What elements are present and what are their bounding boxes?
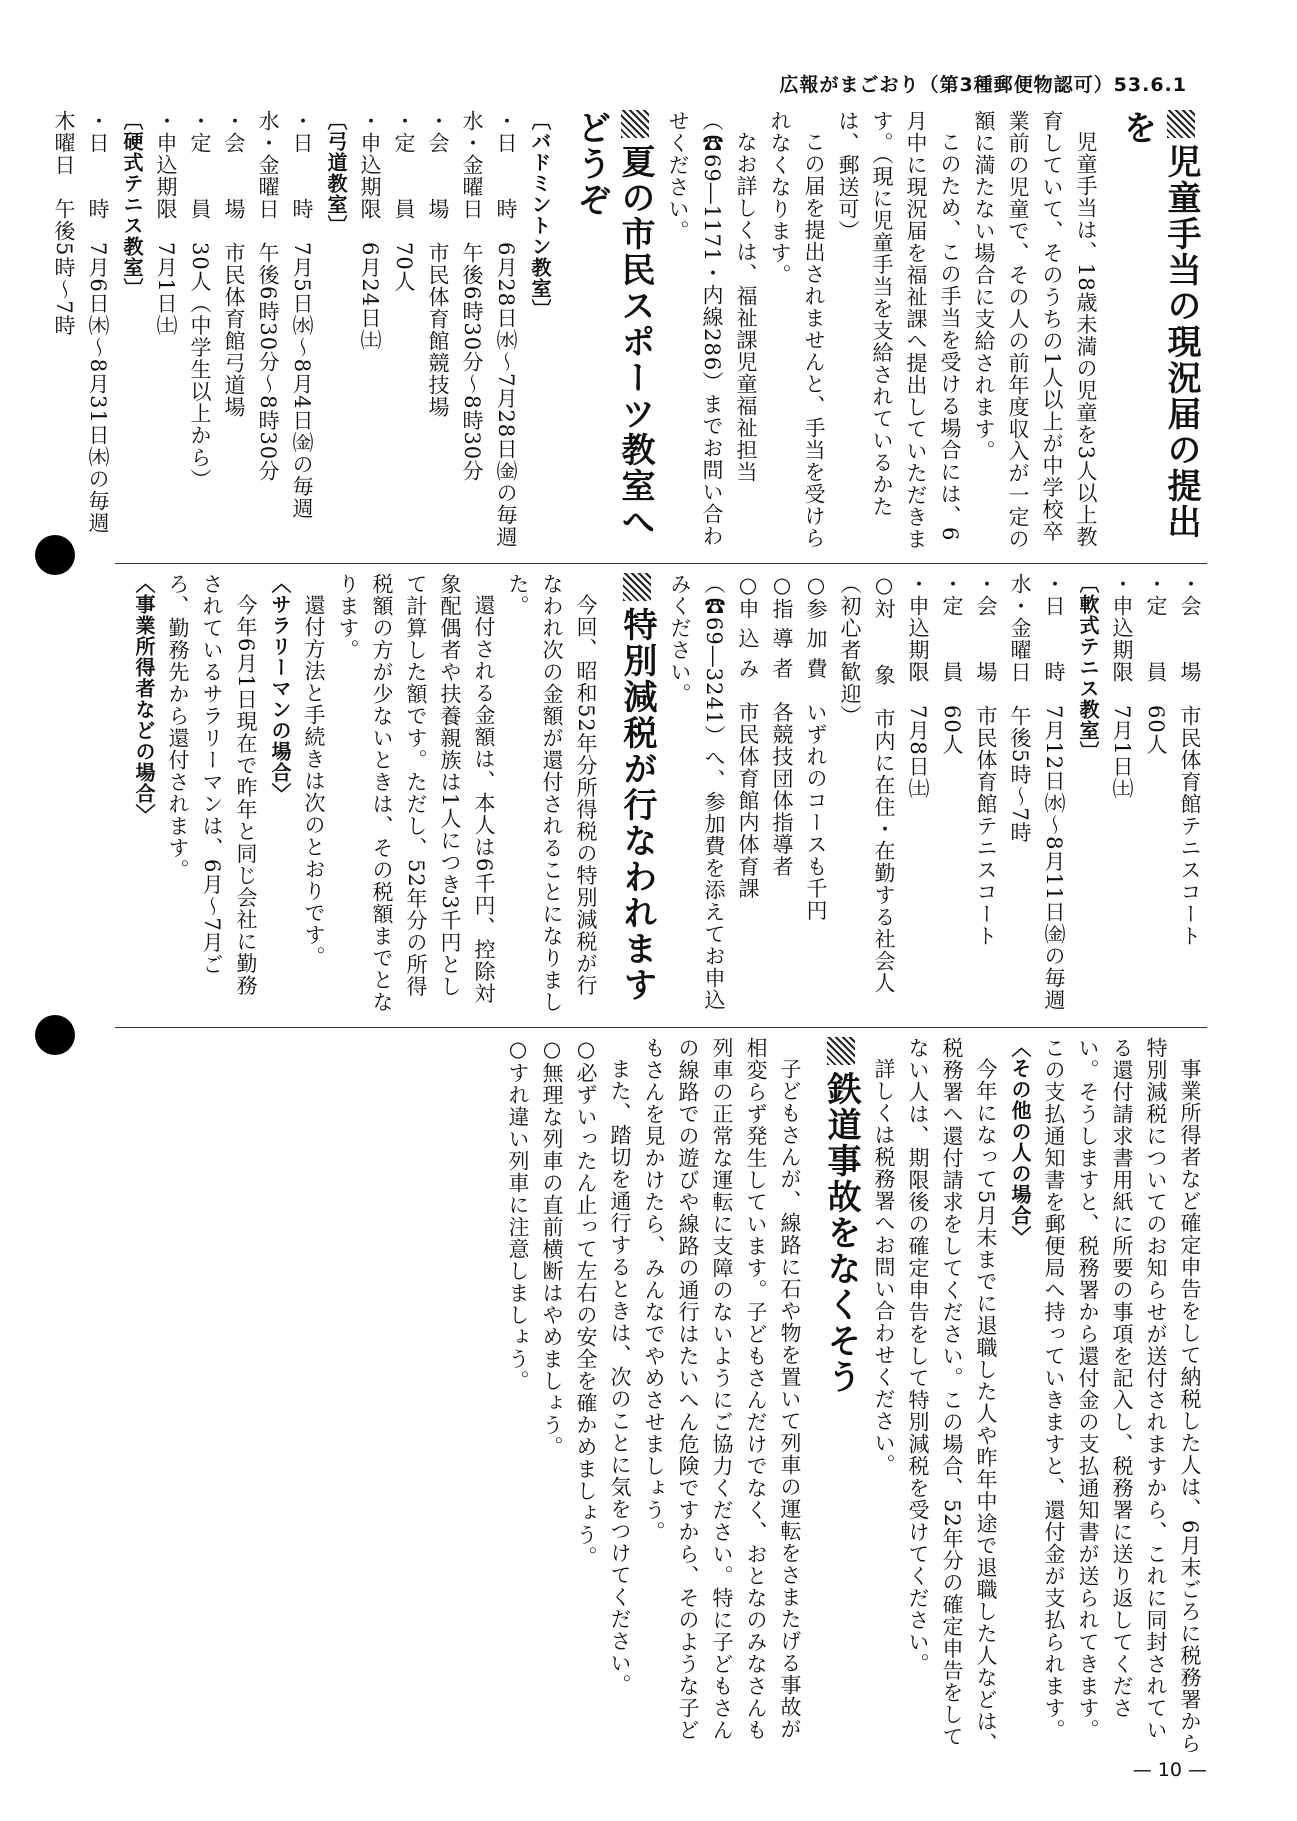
text: ・定 員 70人 [392, 110, 416, 293]
paragraph [763, 110, 831, 555]
text: 子どもさんが、線路に石や物を置いて列車の運転をさまたげる事故が相変らず発生しています。子どもさんだけでなく、おとなのみなさんも列車の正常な運転に支障のないようにご協力ください。特に子どもさんの線路での遊びや線路の通行はたいへん危険ですから、そのような子どもさんを見かけたら、みんなでやめさせましょう。 [642, 1037, 802, 1741]
section-heading [523, 110, 557, 555]
article-title [1115, 110, 1203, 555]
text: ・申込期限 7月8日㈯ [906, 573, 930, 800]
text: ○申 込 み 市民体育館内体育課（☎69―3241）へ、参加費を添えてお申込みください。 [668, 573, 760, 1012]
text: 還付される金額は、本人は6千円、控除対象配偶者や扶養親族は1人につき3千円として計算した額です。ただし、52年分の所得税額の方が少ないときは、その税額までとなります。 [336, 573, 496, 1013]
text: ・日 時 7月12日㈬～8月11日㈮の毎週水・金曜日 午後5時～7時 [1008, 573, 1066, 1012]
page-header: 広報がまごおり（第3種郵便物認可）53.6.1 [779, 74, 1187, 96]
paragraph [217, 110, 251, 555]
paragraph [1173, 573, 1207, 1018]
text: ・申込期限 7月1日㈯ [154, 110, 178, 337]
divider [115, 563, 1207, 564]
paragraph [251, 110, 319, 555]
text: このため、この手当を受ける場合には、6月中に現況届を福祉課へ提出していただきます。（現に児童手当を支給されているかたは、郵送可） [836, 110, 962, 550]
hatch-mark-icon [621, 110, 649, 138]
text: ○対 象 市内に在住・在勤する社会人（初心者歓迎） [838, 573, 896, 994]
paragraph [353, 110, 387, 555]
text: ・定 員 60人 [940, 573, 964, 756]
text: ○指 導 者 各競技団体指導者 [770, 573, 794, 878]
text: ・申込期限 7月1日㈯ [1110, 573, 1134, 800]
paragraph [421, 110, 455, 555]
text: 〈事業所得者などの場合〉 [132, 573, 156, 825]
article-title [615, 573, 659, 1018]
paragraph [637, 1037, 807, 1757]
hatch-mark-icon [1167, 110, 1195, 138]
text: 今年になって5月末までに退職した人や昨年中途で退職した人などは、税務署へ還付請求をしてください。この場合、52年分の確定申告をしてない人は、期限後の確定申告をして特別減税を受けてください。 [906, 1037, 998, 1755]
hatch-mark-icon [827, 1037, 855, 1065]
text: 〈サラリーマンの場合〉 [268, 573, 292, 804]
paragraph [297, 573, 331, 1018]
paragraph [935, 573, 969, 1018]
section-heading [127, 573, 161, 1018]
section-heading [115, 110, 149, 555]
text: 児童手当の現況届の提出を [1117, 110, 1201, 540]
text: ○すれ違い列車に注意しましょう。 [506, 1037, 530, 1392]
paragraph [501, 573, 603, 1018]
paragraph [569, 1037, 603, 1757]
tier-middle [115, 573, 1207, 1018]
paragraph [901, 573, 935, 1018]
paragraph [455, 110, 523, 555]
article-title [819, 1037, 863, 1757]
tier-middle-text [115, 573, 1207, 1018]
text: 事業所得者など確定申告をして納税した人は、6月末ごろに税務署から特別減税についてのお知らせが送付されますから、これに同封されている還付請求書用紙に所要の事項を記入し、税務署に送り返してください。そうしますと、税務署から還付金の支払通知書が送られてきます。この支払通知書を郵便局へ持っていきますと、還付金が支払られます。 [1042, 1037, 1202, 1755]
text: 特別減税が行なわれます [617, 607, 657, 1003]
text: ・日 時 7月5日㈬～8月4日㈮の毎週水・金曜日 午後6時30分～8時30分 [256, 110, 314, 520]
text: 〔バドミントン教室〕 [528, 110, 552, 320]
tier-bottom-text [115, 1037, 1207, 1757]
text: ・会 場 市民体育館弓道場 [222, 110, 246, 418]
text: 還付方法と手続きは次のとおりです。 [302, 594, 326, 968]
paragraph [661, 110, 763, 555]
section-heading [1003, 1037, 1037, 1757]
text: ○必ずいったん止って左右の安全を確かめましょう。 [574, 1037, 598, 1568]
text: 今回、昭和52年分所得税の特別減税が行なわれ次の金額が還付されることになりました。 [506, 573, 598, 1013]
tier-top [52, 110, 1207, 555]
text: なお詳しくは、福祉課児童福祉担当（☎69―1171・内線286）までお問い合わせください。 [666, 110, 758, 548]
text: 詳しくは税務署へお問い合わせください。 [872, 1058, 896, 1476]
text: ・定 員 30人（中学生以上から） [188, 110, 212, 491]
text: ・会 場 市民体育館テニスコート [1178, 573, 1202, 947]
paragraph [501, 1037, 535, 1757]
paragraph [967, 110, 1103, 555]
paragraph [799, 573, 833, 1018]
text: 〈その他の人の場合〉 [1008, 1037, 1032, 1247]
paragraph [1105, 573, 1139, 1018]
text: また、踏切を通行するときは、次のことに気をつけてください。 [608, 1058, 632, 1696]
paragraph [969, 573, 1003, 1018]
paragraph [183, 110, 217, 555]
paragraph [149, 110, 183, 555]
text: ○無理な列車の直前横断はやめましょう。 [540, 1037, 564, 1458]
text: ・会 場 市民体育館テニスコート [974, 573, 998, 947]
paragraph [331, 573, 501, 1018]
paragraph [867, 1037, 901, 1757]
text: ○参 加 費 いずれのコースも千円 [804, 573, 828, 922]
paragraph [535, 1037, 569, 1757]
section-heading [319, 110, 353, 555]
text: ・日 時 6月28日㈬～7月28日㈮の毎週水・金曜日 午後6時30分～8時30分 [460, 110, 518, 549]
paragraph [901, 1037, 1003, 1757]
paragraph [1037, 1037, 1207, 1757]
text: 鉄道事故をなくそう [821, 1071, 861, 1395]
paragraph [1139, 573, 1173, 1018]
text: 今年6月1日現在で昨年と同じ会社に勤務されているサラリーマンは、6月～7月ごろ、勤務先から還付されます。 [166, 573, 258, 997]
page-number: — 10 — [1132, 1759, 1207, 1781]
text: ・日 時 7月6日㈭～8月31日㈭の毎週木曜日 午後5時～7時 [52, 110, 110, 534]
paragraph [387, 110, 421, 555]
text: ・申込期限 6月24日㈯ [358, 110, 382, 352]
text: 児童手当は、18歳未満の児童を3人以上教育していて、そのうちの1人以上が中学校卒業前の児童で、その人の前年度収入が一定の額に満たない場合に支給されます。 [972, 110, 1098, 550]
text: 〔弓道教室〕 [324, 110, 348, 236]
tier-bottom [115, 1037, 1207, 1757]
paragraph [603, 1037, 637, 1757]
paragraph [765, 573, 799, 1018]
text: この届を提出されませんと、手当を受けられなくなります。 [768, 110, 826, 549]
paragraph [663, 573, 765, 1018]
article-title [569, 110, 657, 555]
text: 〔硬式テニス教室〕 [120, 110, 144, 299]
paragraph [833, 573, 901, 1018]
section-heading [1071, 573, 1105, 1018]
tier-top-text [52, 110, 1207, 555]
paragraph [47, 110, 115, 555]
text: 夏の市民スポーツ教室へどうぞ [571, 110, 655, 540]
binding-hole [35, 1015, 75, 1055]
text: 〔軟式テニス教室〕 [1076, 573, 1100, 762]
text: ・定 員 60人 [1144, 573, 1168, 756]
section-heading [263, 573, 297, 1018]
paragraph [1003, 573, 1071, 1018]
paragraph [831, 110, 967, 555]
hatch-mark-icon [623, 573, 651, 601]
text: ・会 場 市民体育館競技場 [426, 110, 450, 418]
paragraph [161, 573, 263, 1018]
divider [115, 1027, 1207, 1028]
